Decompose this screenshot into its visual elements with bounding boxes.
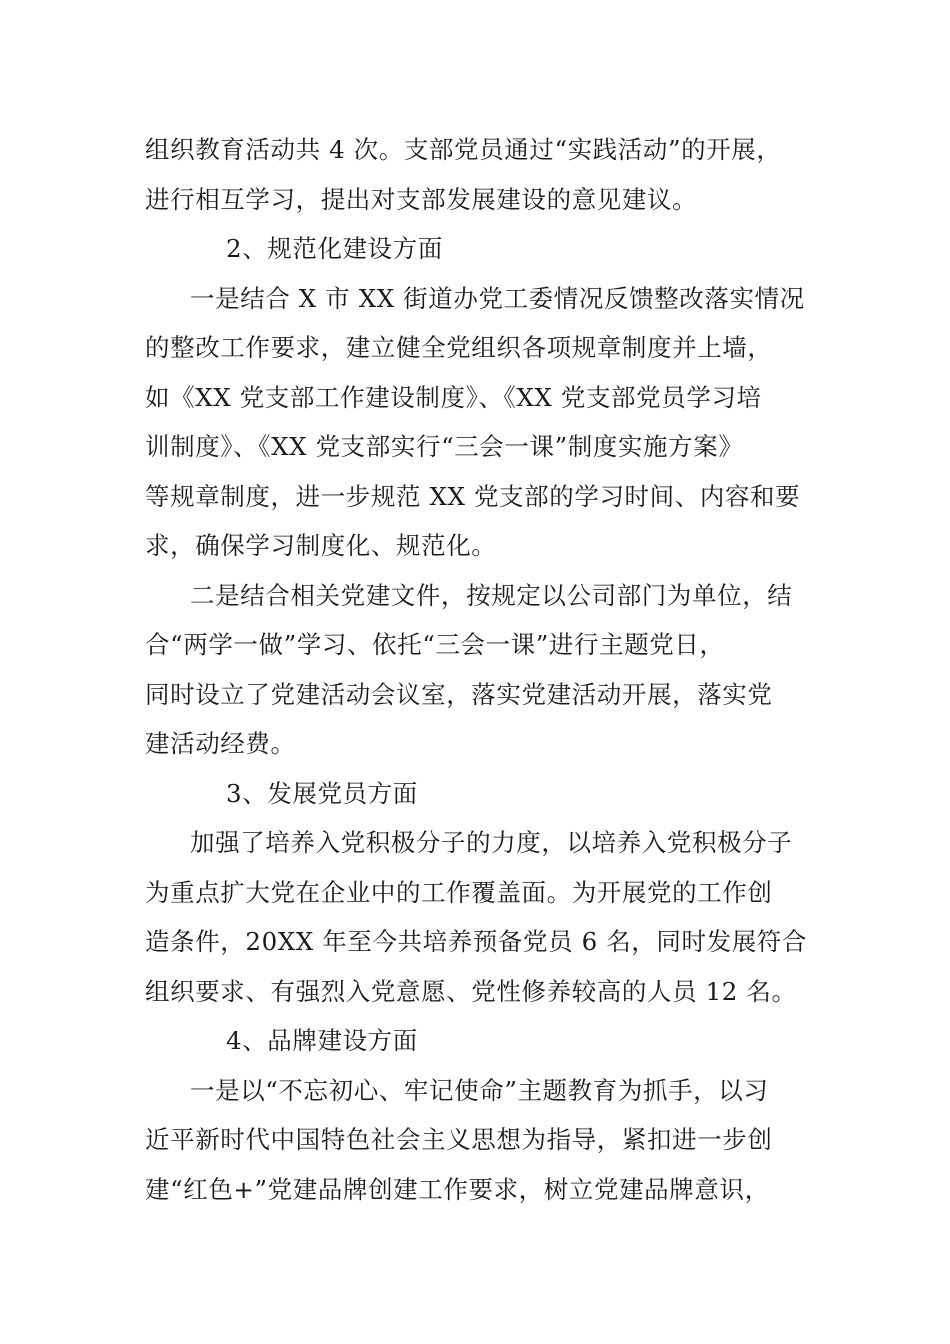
body-text-line: 二是结合相关党建文件，按规定以公司部门为单位，结 <box>190 581 793 610</box>
body-text-line: 组织要求、有强烈入党意愿、党性修养较高的人员 12 名。 <box>145 977 797 1006</box>
body-text-line: 进行相互学习，提出对支部发展建设的意见建议。 <box>145 185 698 214</box>
body-text-line: 加强了培养入党积极分子的力度，以培养入党积极分子 <box>190 828 793 857</box>
body-text-line: 组织教育活动共 4 次。支部党员通过“实践活动”的开展， <box>145 135 782 164</box>
body-text-line: 等规章制度，进一步规范 XX 党支部的学习时间、内容和要 <box>145 482 801 511</box>
body-text-line: 同时设立了党建活动会议室，落实党建活动开展，落实党 <box>145 680 773 709</box>
body-text-line: 合“两学一做”学习、依托“三会一课”进行主题党日， <box>145 630 725 659</box>
section-heading-brand-building: 4、品牌建设方面 <box>226 1026 418 1055</box>
body-text-line: 一是结合 X 市 XX 街道办党工委情况反馈整改落实情况 <box>190 284 805 313</box>
body-text-line: 建活动经费。 <box>145 729 296 758</box>
section-heading-standardization: 2、规范化建设方面 <box>226 234 443 263</box>
body-text-line: 的整改工作要求，建立健全党组织各项规章制度并上墙， <box>145 333 773 362</box>
section-heading-member-development: 3、发展党员方面 <box>226 779 418 808</box>
body-text-line: 造条件，20XX 年至今共培养预备党员 6 名，同时发展符合 <box>145 927 808 956</box>
body-text-line: 如《XX 党支部工作建设制度》、《XX 党支部党员学习培 <box>145 383 762 412</box>
body-text-line: 建“红色+”党建品牌创建工作要求，树立党建品牌意识， <box>145 1175 770 1204</box>
body-text-line: 近平新时代中国特色社会主义思想为指导，紧扣进一步创 <box>145 1125 773 1154</box>
body-text-line: 为重点扩大党在企业中的工作覆盖面。为开展党的工作创 <box>145 878 773 907</box>
body-text-line: 一是以“不忘初心、牢记使命”主题教育为抓手，以习 <box>190 1076 769 1105</box>
body-text-line: 训制度》、《XX 党支部实行“三会一课”制度实施方案》 <box>145 432 744 461</box>
body-text-line: 求，确保学习制度化、规范化。 <box>145 531 497 560</box>
